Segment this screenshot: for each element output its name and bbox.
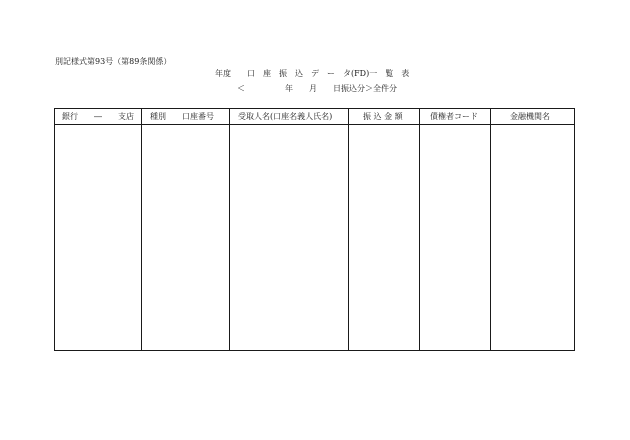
column-divider [419,109,420,350]
header-transfer-amount: 振 込 金 額 [363,112,403,121]
header-creditor-code: 債権者コード [430,112,478,121]
column-divider [490,109,491,350]
header-bank-branch: 銀行 ― 支店 [62,112,134,121]
column-divider [229,109,230,350]
document-title: 年度 口 座 振 込 デ ー タ(FD)一 覧 表 [215,69,410,78]
header-financial-institution: 金融機関名 [510,112,550,121]
document-subtitle: ＜ 年 月 日振込分＞全件分 [237,84,397,93]
column-divider [348,109,349,350]
header-type-account: 種別 口座番号 [150,112,214,121]
header-recipient-name: 受取人名(口座名義人氏名) [238,112,333,121]
table-header-row [55,109,574,125]
form-number-label: 別記様式第93号（第89条関係） [55,57,172,66]
ledger-table [54,108,575,351]
column-divider [141,109,142,350]
